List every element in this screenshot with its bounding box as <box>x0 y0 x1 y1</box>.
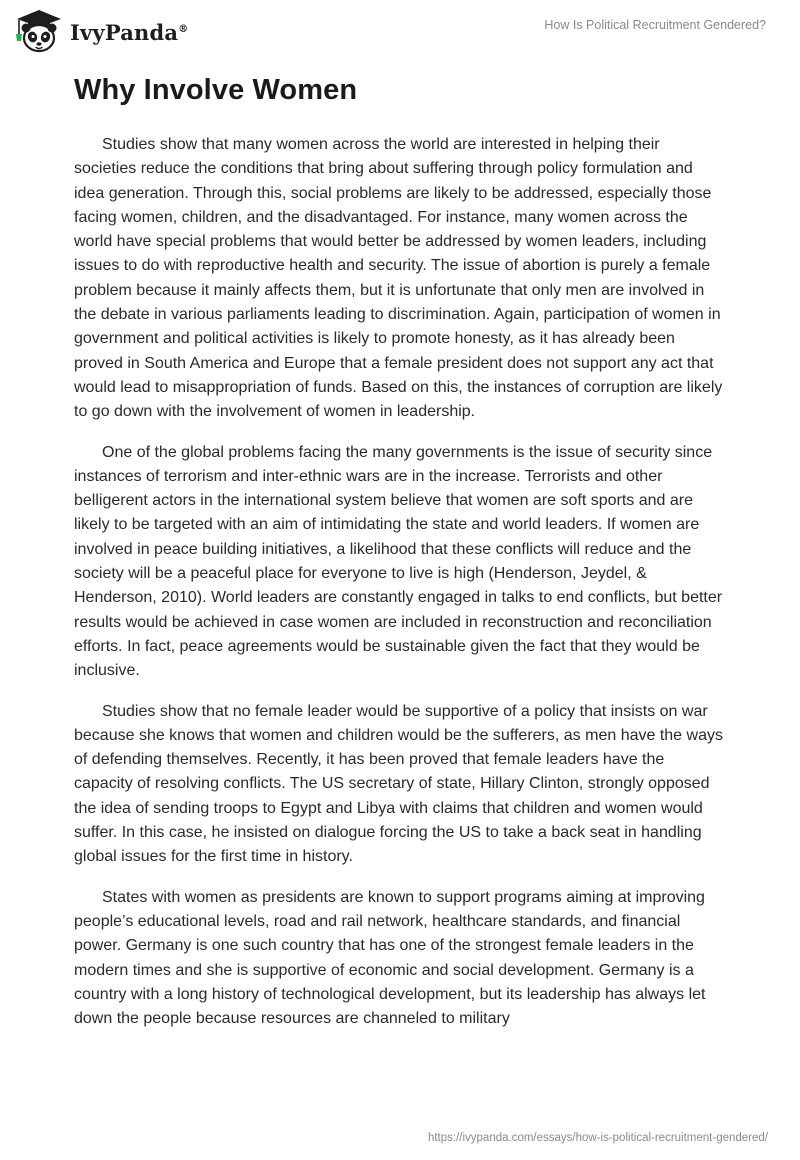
source-url[interactable]: https://ivypanda.com/essays/how-is-political-recruitment-gendered/ <box>427 1132 768 1144</box>
paragraph-3: Studies show that no female leader would be supportive of a policy that insists on war because she knows that women and children would be the sufferers, as men have the ways of defending themselves. Recently, it has been proved that female leaders have the capacity of resolving conflicts. The US secretary of state, Hillary Clinton, strongly opposed the idea of sending troops to Egypt and Libya with claims that children and women would suffer. In this case, he insisted on dialogue forcing the US to take a back seat in handling global issues for the first time in history. <box>74 702 723 866</box>
paragraph-4: States with women as presidents are known to support programs aiming at improving people’s educational levels, road and rail network, healthcare standards, and financial power. Germany is one such country that has one of the strongest female leaders in the modern times and she is supportive of economic and social development. Germany is a country with a long history of technological development, but its leadership has always let down the people because resources are channeled to military <box>74 888 706 1028</box>
ivypanda-logo[interactable] <box>14 8 188 54</box>
page-header <box>0 0 800 60</box>
document-title: How Is Political Recruitment Gendered? <box>544 18 766 32</box>
paragraph-2: One of the global problems facing the many governments is the issue of security since instances of terrorism and inter-ethnic wars are in the increase. Terrorists and other belligerent actors in the international system believe that women are soft sports and are likely to be targeted with an aim of intimidating the state and world leaders. If women are involved in peace building initiatives, a likelihood that these conflicts will reduce and the society will be a peaceful place for everyone to live is high (Henderson, Jeydel, & Henderson, 2010). World leaders are constantly engaged in talks to end conflicts, but better results would be achieved in case women are included in reconstruction and reconciliation efforts. In fact, peace agreements would be sustainable given the fact that they would be inclusive. <box>74 443 723 680</box>
registered-mark: ® <box>178 23 189 35</box>
paragraph-1: Studies show that many women across the world are interested in helping their societies reduce the conditions that bring about suffering through policy formulation and idea generation. Through this, social problems are likely to be addressed, especially those facing women, children, and the disadvantaged. For instance, many women across the world have special problems that would better be addressed by women leaders, including issues to do with reproductive health and security. The issue of abortion is purely a female problem because it mainly affects them, but it is unfortunate that only men are involved in the debate in various parliaments leading to discrimination. Again, participation of women in government and political activities is likely to promote honesty, as it has already been proved in South America and Europe that a female president does not support any act that would lead to misappropriation of funds. Based on this, the instances of corruption are likely to go down with the involvement of women in leadership. <box>74 136 723 421</box>
article-body <box>74 133 726 1047</box>
section-heading: Why Involve Women <box>74 74 358 106</box>
panda-graduate-icon <box>14 8 64 54</box>
brand-name: IvyPanda® <box>70 19 189 45</box>
